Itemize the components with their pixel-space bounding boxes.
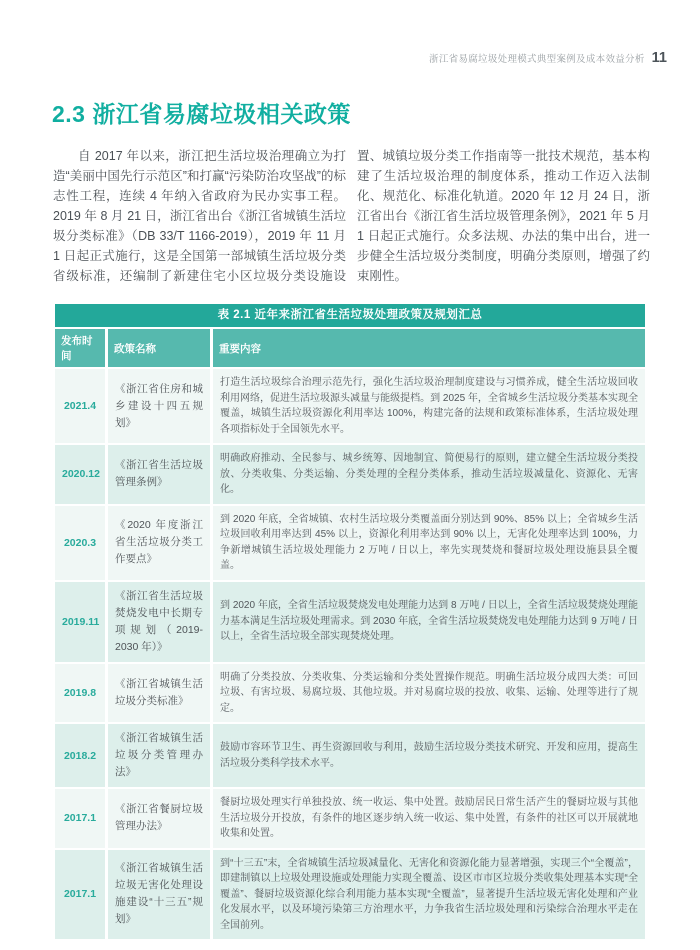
policy-date: 2020.12 (55, 445, 105, 504)
table-row (55, 582, 645, 662)
policy-content: 明确了分类投放、分类收集、分类运输和分类处置操作规范。明确生活垃圾分成四大类：可回垃圾、有害垃圾、易腐垃圾、其他垃圾。并对易腐垃圾的投放、收集、运输、处理等进行了规定。 (213, 664, 645, 723)
policy-content: 餐厨垃圾处理实行单独投放、统一收运、集中处置。鼓励居民日常生活产生的餐厨垃圾与其他生活垃圾分开投放，有条件的地区逐步纳入统一收运、集中处置，有条件的社区可以开展就地收集和处置。 (213, 789, 645, 848)
table-row (55, 369, 645, 443)
body-text-columns (53, 146, 650, 286)
policy-date: 2019.8 (55, 664, 105, 723)
policy-name: 《浙江省城镇生活垃圾分类管理办法》 (108, 724, 210, 787)
policy-content: 到 2020 年底，全省城镇、农村生活垃圾分类覆盖面分别达到 90%、85% 以上；全省城乡生活垃圾回收利用率达到 45% 以上，资源化利用率达到 90% 以上，无害化处理率达到 100%，力争新增城镇生活垃圾处理能力 2 万吨 / 日以上，率先实现焚烧和餐厨垃圾处理设施县县全覆盖。 (213, 506, 645, 580)
body-paragraph: 自 2017 年以来，浙江把生活垃圾治理确立为打造“美丽中国先行示范区”和打赢“污染防治攻坚战”的标志性工程，连续 4 年纳入省政府为民办实事工程。2019 年 8 月 21 日，浙江省出台《浙江省城镇生活垃圾分类标准》（DB 33/T 1166-2019），2019 年 11 月 1 日起正式施行，这是全国第一部城镇生活垃圾分类省级标准，还编制了新建住宅小区垃圾分类设施设置、城镇垃圾分类工作指南等一批技术规范，基本构建了生活垃圾治理的制度体系，推动工作迈入法制化、规范化、标准化轨道。2020 年 12 月 24 日，浙江省出台《浙江省生活垃圾管理条例》，2021 年 5 月 1 日起正式施行。众多法规、办法的集中出台，进一步健全生活垃圾分类制度，明确分类原则，增强了约束刚性。 (53, 149, 650, 283)
policy-table-section (52, 304, 648, 941)
table-header-row (55, 329, 645, 367)
policy-content: 明确政府推动、全民参与、城乡统筹、因地制宜、简便易行的原则，建立健全生活垃圾分类投放、分类收集、分类运输、分类处理的全程分类体系，推动生活垃圾减量化、资源化、无害化。 (213, 445, 645, 504)
table-row (55, 850, 645, 940)
policy-name: 《浙江省餐厨垃圾管理办法》 (108, 789, 210, 848)
policy-date: 2021.4 (55, 369, 105, 443)
policy-name: 《浙江省住房和城乡建设十四五规划》 (108, 369, 210, 443)
table-row (55, 724, 645, 787)
table-row (55, 445, 645, 504)
policy-date: 2017.1 (55, 789, 105, 848)
running-title: 浙江省易腐垃圾处理模式典型案例及成本效益分析 (429, 54, 645, 65)
policy-name: 《浙江省生活垃圾焚烧发电中长期专项规划（2019-2030 年）》 (108, 582, 210, 662)
policy-content: 打造生活垃圾综合治理示范先行，强化生活垃圾治理制度建设与习惯养成，健全生活垃圾回收利用网络，促进生活垃圾源头减量与能级提档。到 2025 年，全省城乡生活垃圾分类基本实现全覆盖，城镇生活垃圾资源化利用率达 100%，构建完备的法规和政策标准体系，生活垃圾处理各项指标处于全国领先水平。 (213, 369, 645, 443)
policy-table-body (55, 369, 645, 939)
policy-content: 到 2020 年底，全省生活垃圾焚烧发电处理能力达到 8 万吨 / 日以上，全省生活垃圾焚烧处理能力基本满足生活垃圾处理需求。到 2030 年底，全省生活垃圾焚烧发电处理能力达到 9 万吨 / 日以上，全省生活垃圾全部实现焚烧处理。 (213, 582, 645, 662)
table-row (55, 506, 645, 580)
column-header-content: 重要内容 (213, 329, 645, 367)
page-number: 11 (651, 50, 667, 66)
column-header-date: 发布时间 (55, 329, 105, 367)
policy-content: 鼓励市容环节卫生、再生资源回收与利用，鼓励生活垃圾分类技术研究、开发和应用，提高生活垃圾分类科学技术水平。 (213, 724, 645, 787)
page-header (429, 50, 667, 66)
table-row (55, 664, 645, 723)
policy-name: 《浙江省生活垃圾管理条例》 (108, 445, 210, 504)
column-header-policy: 政策名称 (108, 329, 210, 367)
table-row (55, 789, 645, 848)
policy-name: 《2020 年度浙江省生活垃圾分类工作要点》 (108, 506, 210, 580)
policy-date: 2017.1 (55, 850, 105, 940)
policy-name: 《浙江省城镇生活垃圾无害化处理设施建设“十三五”规划》 (108, 850, 210, 940)
policy-table (52, 327, 648, 941)
section-title: 2.3 浙江省易腐垃圾相关政策 (52, 101, 351, 127)
table-title: 表 2.1 近年来浙江省生活垃圾处理政策及规划汇总 (55, 304, 645, 327)
policy-date: 2018.2 (55, 724, 105, 787)
policy-date: 2020.3 (55, 506, 105, 580)
policy-content: 到“十三五”末，全省城镇生活垃圾减量化、无害化和资源化能力显著增强，实现三个“全覆盖”，即建制镇以上垃圾处理设施或处理能力实现全覆盖、设区市市区垃圾分类收集处理基本实现“全覆盖”、餐厨垃圾资源化综合利用能力基本实现“全覆盖”，显著提升生活垃圾无害化处理和产业化发展水平，以及环境污染第三方治理水平，力争我省生活垃圾处理和污染综合治理水平走在全国前列。 (213, 850, 645, 940)
policy-date: 2019.11 (55, 582, 105, 662)
policy-name: 《浙江省城镇生活垃圾分类标准》 (108, 664, 210, 723)
